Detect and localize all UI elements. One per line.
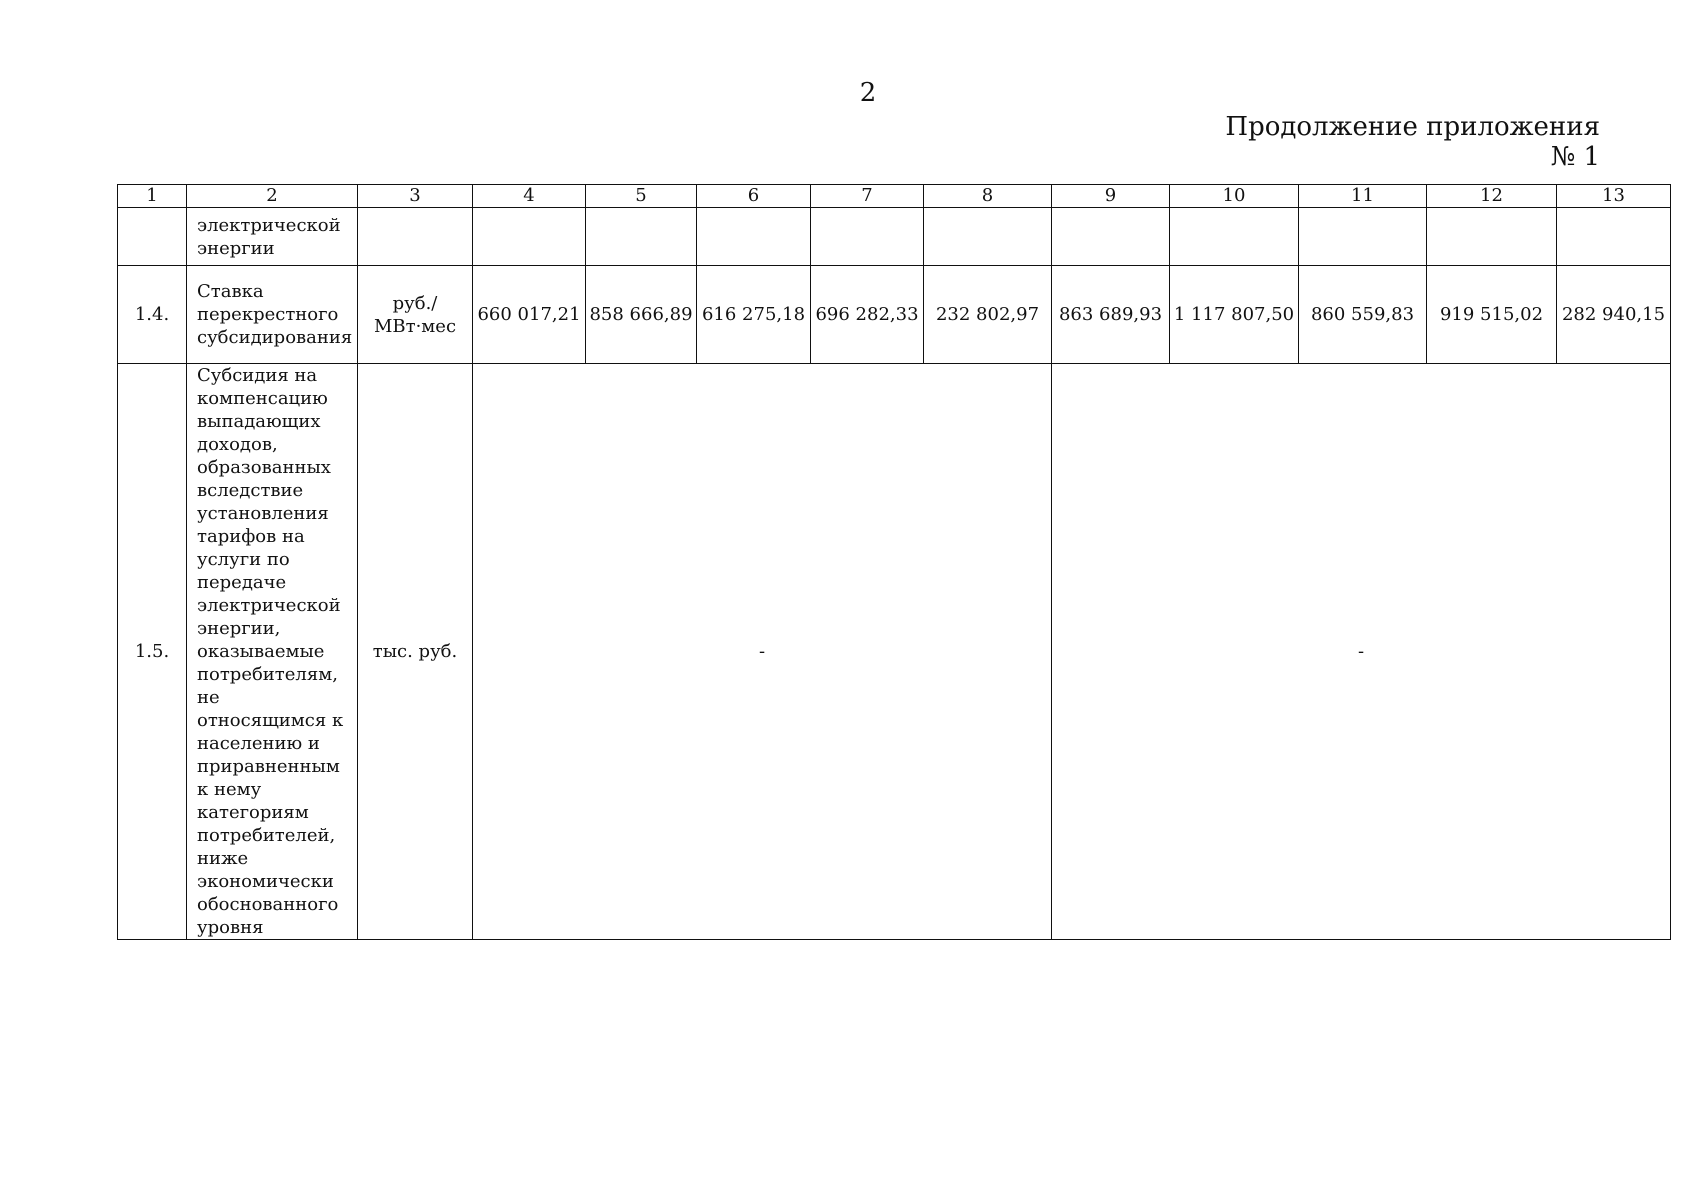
row-unit: руб./МВт·мес <box>358 266 473 364</box>
row-name: Ставка перекрестного субсидирования <box>187 266 358 364</box>
column-number: 8 <box>924 185 1052 208</box>
value-cell: 858 666,89 <box>586 266 697 364</box>
value-cell <box>1427 208 1557 266</box>
merged-value-cell: - <box>1052 364 1671 940</box>
column-number: 7 <box>811 185 924 208</box>
value-cell <box>1299 208 1427 266</box>
row-number: 1.5. <box>118 364 187 940</box>
page-number: 2 <box>859 78 877 108</box>
column-number: 4 <box>473 185 586 208</box>
table-row <box>118 208 1671 266</box>
column-number: 5 <box>586 185 697 208</box>
column-number: 3 <box>358 185 473 208</box>
row-number: 1.4. <box>118 266 187 364</box>
value-cell: 919 515,02 <box>1427 266 1557 364</box>
value-cell <box>1557 208 1671 266</box>
row-name: Субсидия на компенсацию выпадающих доходов, образованных вследствие установления тарифов на услуги по передаче электрической энергии, оказываемые потребителям, не относящимся к населению и приравненным к нему категориям потребителей, ниже экономически обоснованного уровня <box>187 364 358 940</box>
column-number-row <box>118 185 1671 208</box>
merged-value-cell: - <box>473 364 1052 940</box>
value-cell: 616 275,18 <box>697 266 811 364</box>
column-number: 11 <box>1299 185 1427 208</box>
value-cell: 282 940,15 <box>1557 266 1671 364</box>
column-number: 6 <box>697 185 811 208</box>
value-cell: 863 689,93 <box>1052 266 1170 364</box>
column-number: 13 <box>1557 185 1671 208</box>
value-cell: 696 282,33 <box>811 266 924 364</box>
row-unit: тыс. руб. <box>358 364 473 940</box>
row-unit <box>358 208 473 266</box>
appendix-table <box>117 184 1671 940</box>
value-cell <box>924 208 1052 266</box>
value-cell <box>1170 208 1299 266</box>
value-cell <box>697 208 811 266</box>
value-cell <box>586 208 697 266</box>
appendix-heading: Продолжение приложения № 1 <box>1225 112 1600 172</box>
value-cell: 232 802,97 <box>924 266 1052 364</box>
table-row <box>118 266 1671 364</box>
value-cell: 860 559,83 <box>1299 266 1427 364</box>
row-number <box>118 208 187 266</box>
value-cell <box>1052 208 1170 266</box>
row-name: электрической энергии <box>187 208 358 266</box>
value-cell: 1 117 807,50 <box>1170 266 1299 364</box>
column-number: 1 <box>118 185 187 208</box>
column-number: 10 <box>1170 185 1299 208</box>
column-number: 12 <box>1427 185 1557 208</box>
value-cell <box>473 208 586 266</box>
value-cell: 660 017,21 <box>473 266 586 364</box>
column-number: 2 <box>187 185 358 208</box>
value-cell <box>811 208 924 266</box>
table-row <box>118 364 1671 940</box>
column-number: 9 <box>1052 185 1170 208</box>
